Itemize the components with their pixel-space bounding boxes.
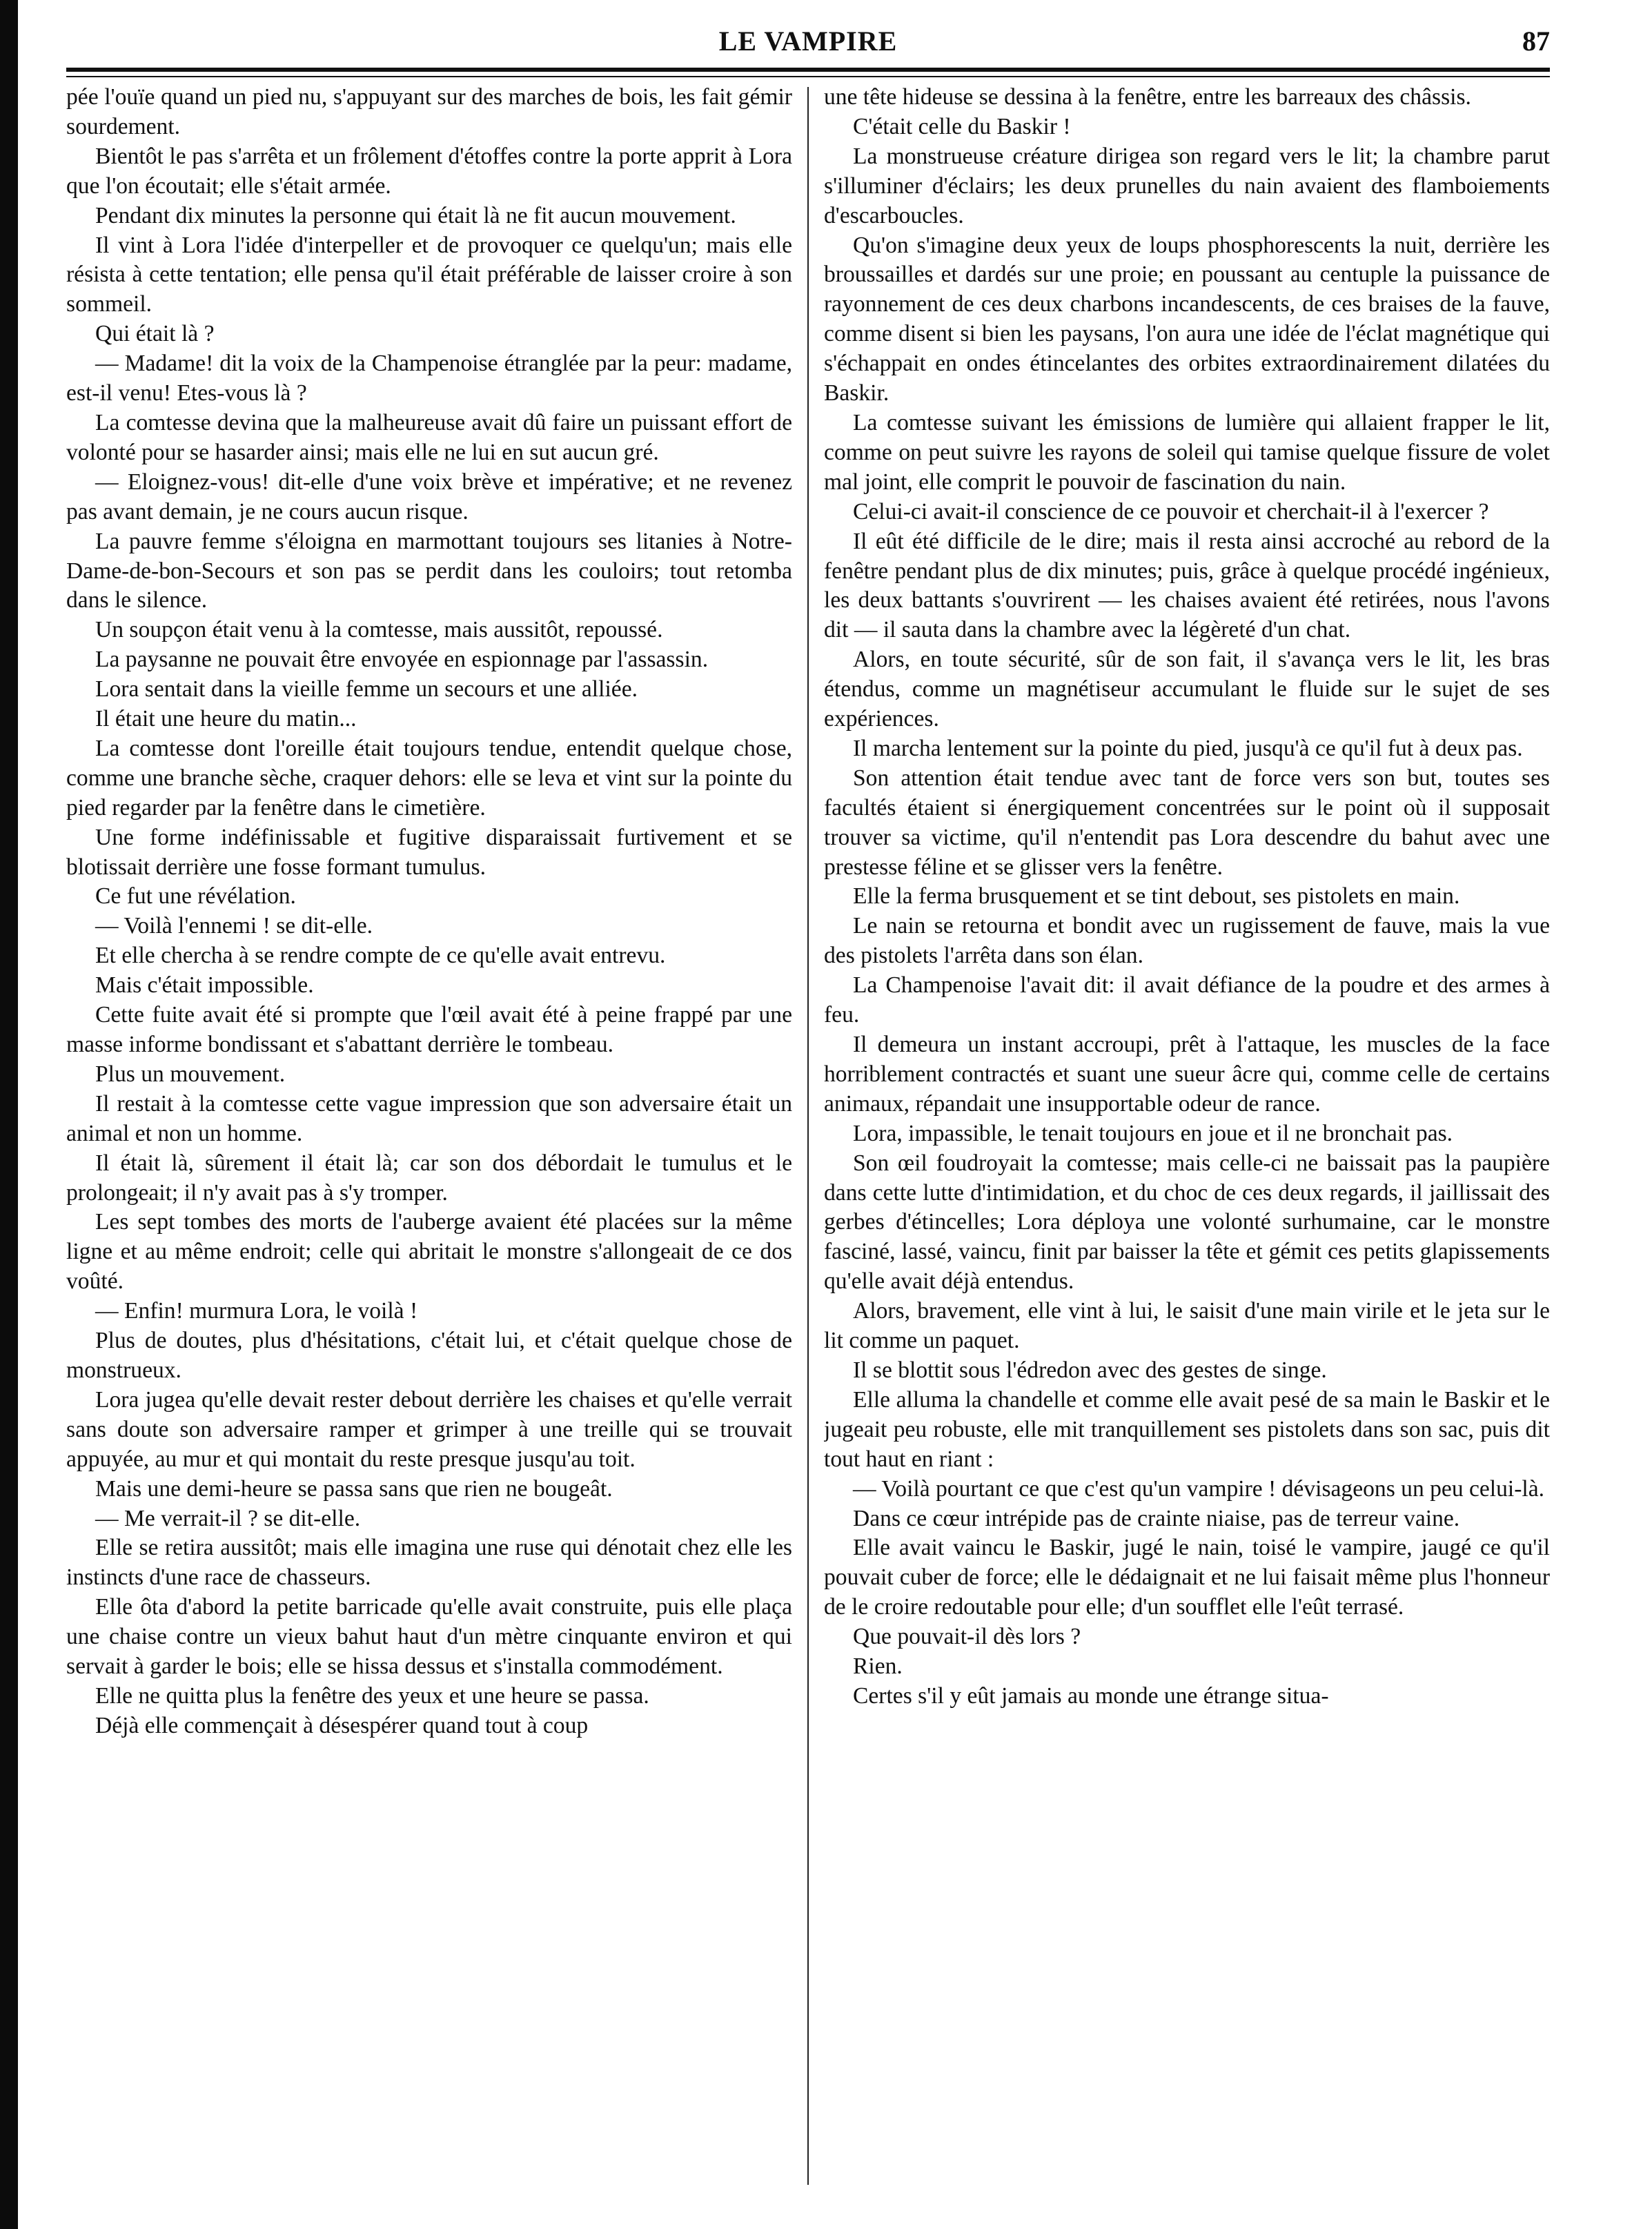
page-header [66, 25, 1550, 66]
paragraph: Elle ôta d'abord la petite barricade qu'elle avait construite, puis elle plaça une chaise contre un vieux bahut haut d'un mètre cinquante environ et qui servait à garder le bois; elle se hissa dessus et s'installa commodément. [66, 1594, 792, 1680]
paragraph: Il vint à Lora l'idée d'interpeller et de provoquer ce quelqu'un; mais elle résista à cette tentation; elle pensa qu'il était préférable de laisser croire à son sommeil. [66, 232, 792, 317]
paragraph: Rien. [853, 1653, 903, 1680]
paragraph: La paysanne ne pouvait être envoyée en espionnage par l'assassin. [95, 647, 709, 673]
running-title: LE VAMPIRE [718, 26, 898, 57]
paragraph: Bientôt le pas s'arrêta et un frôlement d'étoffes contre la porte apprit à Lora que l'on écoutait; elle s'était armée. [66, 143, 792, 199]
paragraph: Il eût été difficile de le dire; mais il resta ainsi accroché au rebord de la fenêtre pendant plus de dix minutes; puis, grâce à quelque procédé ingénieux, les deux battants s'ouvrirent — les chaises avaient été retirées, nous l'avons dit — il sauta dans la chambre avec la légèreté d'un chat. [824, 528, 1550, 643]
page-number: 87 [1522, 26, 1550, 57]
paragraph: Alors, bravement, elle vint à lui, le saisit d'une main virile et le jeta sur le lit comme un paquet. [824, 1298, 1550, 1354]
paragraph: Pendant dix minutes la personne qui était là ne fit aucun mouvement. [95, 202, 736, 228]
paragraph: Plus un mouvement. [95, 1061, 286, 1087]
paragraph: Qui était là ? [95, 321, 215, 347]
paragraph: La comtesse suivant les émissions de lumière qui allaient frapper le lit, comme on peut suivre les rayons de soleil qui tamise quelque fissure de volet mal joint, elle comprit le pouvoir de fascination du nain. [824, 409, 1550, 495]
paragraph: La monstrueuse créature dirigea son regard vers le lit; la chambre parut s'illuminer d'éclairs; les deux prunelles du nain avaient des flamboiements d'escarboucles. [824, 143, 1550, 228]
paragraph: Déjà elle commençait à désespérer quand tout à coup [95, 1712, 589, 1738]
paragraph: Alors, en toute sécurité, sûr de son fait, il s'avança vers le lit, les bras étendus, comme un magnétiseur accumulant le fluide sur le sujet de ses expériences. [824, 647, 1550, 732]
paragraph: C'était celle du Baskir ! [853, 113, 1071, 139]
paragraph: — Me verrait-il ? se dit-elle. [95, 1505, 361, 1531]
column-divider [807, 87, 809, 2185]
paragraph: Cette fuite avait été si prompte que l'œil avait été à peine frappé par une masse informe bondissant et s'abattant derrière le tombeau. [66, 1002, 792, 1057]
left-column [66, 83, 792, 2208]
paragraph: Dans ce cœur intrépide pas de crainte niaise, pas de terreur vaine. [853, 1505, 1460, 1531]
paragraph: Il marcha lentement sur la pointe du pied, jusqu'à ce qu'il fut à deux pas. [853, 735, 1523, 761]
paragraph: une tête hideuse se dessina à la fenêtre, entre les barreaux des châssis. [824, 84, 1471, 110]
paragraph: Ce fut une révélation. [95, 883, 296, 910]
paragraph: Elle se retira aussitôt; mais elle imagina une ruse qui dénotait chez elle les instincts d'une race de chasseurs. [66, 1535, 792, 1591]
paragraph: La Champenoise l'avait dit: il avait défiance de la poudre et des armes à feu. [824, 972, 1550, 1028]
paragraph: Le nain se retourna et bondit avec un rugissement de fauve, mais la vue des pistolets l'arrêta dans son élan. [824, 913, 1550, 969]
paragraph: Certes s'il y eût jamais au monde une étrange situa- [853, 1682, 1329, 1709]
paragraph: Elle alluma la chandelle et comme elle avait pesé de sa main le Baskir et le jugeait peu robuste, elle mit tranquillement ses pistolets dans son sac, puis dit tout haut en riant : [824, 1386, 1550, 1472]
paragraph: — Eloignez-vous! dit-elle d'une voix brève et impérative; et ne revenez pas avant demain, je ne cours aucun risque. [66, 469, 792, 524]
paragraph: La pauvre femme s'éloigna en marmottant toujours ses litanies à Notre-Dame-de-bon-Secours et son pas se perdit dans les couloirs; tout retomba dans le silence. [66, 528, 792, 613]
paragraph: Un soupçon était venu à la comtesse, mais aussitôt, repoussé. [95, 617, 663, 643]
paragraph: Elle avait vaincu le Baskir, jugé le nain, toisé le vampire, jaugé ce qu'il pouvait cuber de force; elle le dédaignait et ne lui faisait même plus l'honneur de le croire redoutable pour elle; d'un soufflet elle l'eût terrasé. [824, 1535, 1550, 1620]
paragraph: Il était là, sûrement il était là; car son dos débordait le tumulus et le prolongeait; il n'y avait pas à s'y tromper. [66, 1150, 792, 1206]
paragraph: Qu'on s'imagine deux yeux de loups phosphorescents la nuit, derrière les broussailles et dardés sur une proie; en poussant au centuple la puissance de rayonnement de ces deux charbons incandescents, de ces braises de la fauve, comme disent si bien les paysans, l'on aura une idée de l'éclat magnétique qui s'échappait en ondes étincelantes des orbites extraordinairement dilatées du Baskir. [824, 232, 1550, 406]
paragraph: Les sept tombes des morts de l'auberge avaient été placées sur la même ligne et au même endroit; celle qui abritait le monstre s'allongeait de ce dos voûté. [66, 1209, 792, 1295]
paragraph: Que pouvait-il dès lors ? [853, 1624, 1081, 1650]
paragraph: Il se blottit sous l'édredon avec des gestes de singe. [853, 1357, 1327, 1383]
paragraph: Elle ne quitta plus la fenêtre des yeux et une heure se passa. [95, 1682, 649, 1709]
paragraph: Son attention était tendue avec tant de force vers son but, toutes ses facultés étaient si énergiquement concentrées sur le point où il supposait trouver sa victime, qu'il n'entendit pas Lora descendre du bahut avec une prestesse féline et se glisser vers la fenêtre. [824, 765, 1550, 880]
paragraph: Une forme indéfinissable et fugitive disparaissait furtivement et se blotissait derrière une fosse formant tumulus. [66, 824, 792, 880]
paragraph: — Madame! dit la voix de la Champenoise étranglée par la peur: madame, est-il venu! Etes-vous là ? [66, 351, 792, 406]
paragraph: Il était une heure du matin... [95, 706, 357, 732]
paragraph: La comtesse dont l'oreille était toujours tendue, entendit quelque chose, comme une branche sèche, craquer dehors: elle se leva et vint sur la pointe du pied regarder par la fenêtre dans le cimetière. [66, 735, 792, 821]
paragraph: Il restait à la comtesse cette vague impression que son adversaire était un animal et non un homme. [66, 1090, 792, 1146]
header-rule-thin [66, 76, 1550, 77]
paragraph: Son œil foudroyait la comtesse; mais celle-ci ne baissait pas la paupière dans cette lutte d'intimidation, et du choc de ces deux regards, il jaillissait des gerbes d'étincelles; Lora déploya une volonté surhumaine, car le monstre fasciné, lassé, vaincu, finit par baisser la tête et gémit ces petits glapissements qu'elle avait déjà entendus. [824, 1150, 1550, 1295]
paragraph: — Voilà pourtant ce que c'est qu'un vampire ! dévisageons un peu celui-là. [853, 1475, 1545, 1502]
paragraph: Elle la ferma brusquement et se tint debout, ses pistolets en main. [853, 883, 1460, 910]
paragraph: — Enfin! murmura Lora, le voilà ! [95, 1298, 418, 1324]
header-rule-thick [66, 68, 1550, 72]
scan-border [0, 0, 18, 2229]
paragraph: Il demeura un instant accroupi, prêt à l'attaque, les muscles de la face horriblement contractés et suant une sueur âcre qui, comme celle de certains animaux, répandait une insupportable odeur de rance. [824, 1032, 1550, 1117]
paragraph: La comtesse devina que la malheureuse avait dû faire un puissant effort de volonté pour se hasarder ainsi; mais elle ne lui en sut aucun gré. [66, 409, 792, 465]
paragraph: — Voilà l'ennemi ! se dit-elle. [95, 913, 373, 939]
paragraph: Lora jugea qu'elle devait rester debout derrière les chaises et qu'elle verrait sans doute son adversaire ramper et grimper à une treille qui se trouvait appuyée, au mur et qui montait du reste presque jusqu'au toit. [66, 1386, 792, 1472]
paragraph: Lora, impassible, le tenait toujours en joue et il ne bronchait pas. [853, 1120, 1453, 1146]
paragraph: pée l'ouïe quand un pied nu, s'appuyant sur des marches de bois, les fait gémir sourdement. [66, 84, 792, 139]
paragraph: Mais une demi-heure se passa sans que rien ne bougeât. [95, 1475, 613, 1502]
paragraph: Mais c'était impossible. [95, 972, 314, 999]
paragraph: Lora sentait dans la vieille femme un secours et une alliée. [95, 676, 638, 703]
paragraph: Et elle chercha à se rendre compte de ce qu'elle avait entrevu. [95, 943, 666, 969]
right-column [824, 83, 1550, 2208]
paragraph: Plus de doutes, plus d'hésitations, c'était lui, et c'était quelque chose de monstrueux. [66, 1328, 792, 1383]
paragraph: Celui-ci avait-il conscience de ce pouvoir et cherchait-il à l'exercer ? [853, 498, 1489, 524]
